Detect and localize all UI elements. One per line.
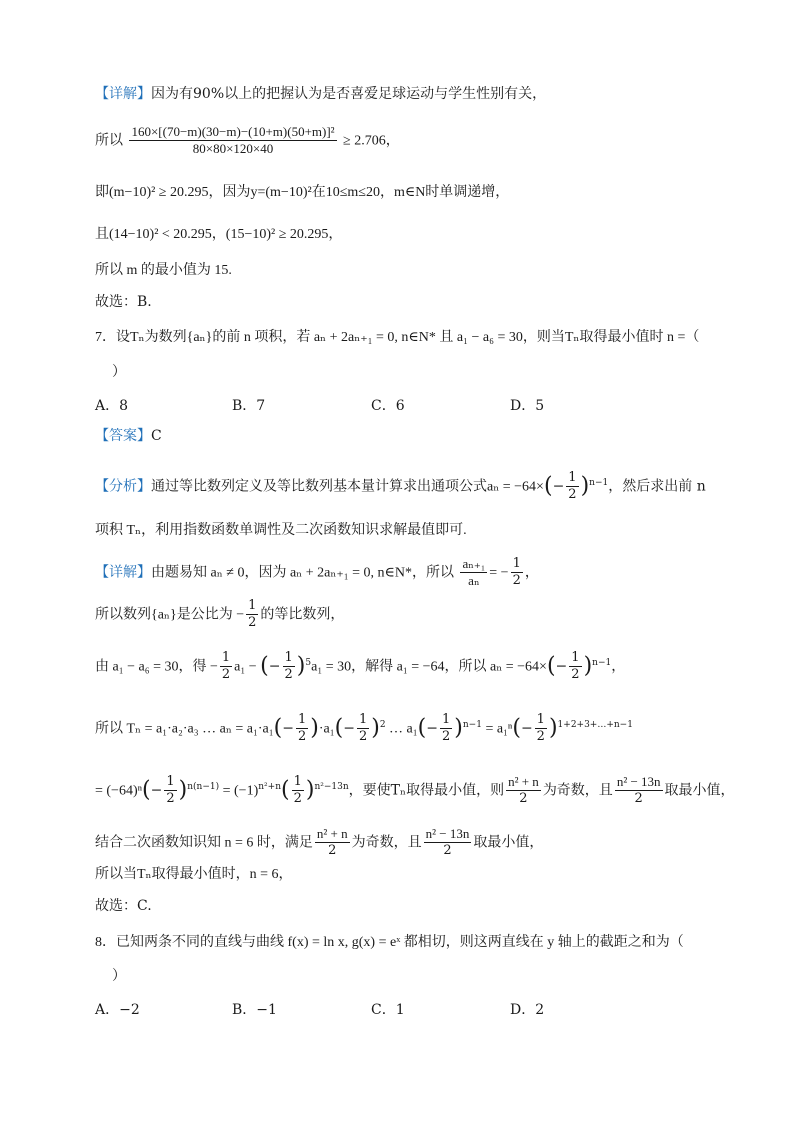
q6-detail-line: 【详解】因为有90%以上的把握认为是否喜爱足球运动与学生性别有关， <box>95 86 547 102</box>
q6-check-line: 且(14−10)² < 20.295，(15−10)² ≥ 20.295， <box>95 227 343 242</box>
answer-tag: 【答案】 <box>95 428 151 444</box>
detail-tag: 【详解】 <box>95 86 151 102</box>
q7-paren-close: ） <box>112 364 126 380</box>
q8-paren-close: ） <box>112 968 126 984</box>
q8-option-c: C．1 <box>371 1002 405 1018</box>
q7-detail-line-7: 所以当Tₙ取得最小值时，n = 6， <box>95 867 293 882</box>
q8-option-b: B．−1 <box>232 1002 277 1018</box>
q8-stem: 8．已知两条不同的直线与曲线 f(x) = ln x, g(x) = eˣ 都相切，则这两直线在 y 轴上的截距之和为（ <box>95 935 684 950</box>
chi-square-fraction: $\frac{\text{160×[(70−m)(30−m)−(10+m)(50+m)]²}}{80\times 80\times 120\times 40}$ <box>131 124 335 156</box>
q7-detail-line-3: 由 a₁ − a₆ = 30，得 − $\frac{1}{2}$ a₁ − (− $\frac{1}{2}$ )$^5$a₁ = 30，解得 a₁ = −64，所以 aₙ = −64×(− $\frac{1}{2}$ )$^{n-1}$， <box>95 650 626 682</box>
q7-analysis-line: 【分析】通过等比数列定义及等比数列基本量计算求出通项公式aₙ = −64×(− $\frac{1}{2}$ )$^{n-1}$，然后求出前 n <box>95 470 706 502</box>
q7-detail-line-1: 【详解】由题易知 aₙ ≠ 0，因为 aₙ + 2aₙ₊₁ = 0, n∈N*，所以 $\frac{\text{aₙ₊₁}}{\text{aₙ}}$ = − $\frac{1}{2}$ ， <box>95 556 539 588</box>
q7-detail-line-6: 结合二次函数知识知 n = 6 时，满足 $\frac{\text{n² + n}}{2}$ 为奇数，且 $\frac{\text{n² − 13n}}{2}$ 取最小值， <box>95 826 544 858</box>
q6-choice-line: 故选：B. <box>95 294 152 310</box>
q7-detail-line-2: 所以数列{aₙ}是公比为 − $\frac{1}{2}$ 的等比数列， <box>95 598 345 630</box>
q6-inequality-line: 即(m−10)² ≥ 20.295，因为y=(m−10)²在10≤m≤20，m∈N时单调递增， <box>95 185 510 200</box>
q7-option-d: D．5 <box>510 398 545 414</box>
q7-detail-line-5: = (−64)ⁿ(− $\frac{1}{2}$ )$^{n(n-1)} = (-1)^{n^2+n}$( $\frac{1}{2}$ )$^{n^2-13n}$，要使Tₙ取得最小值，则 $\frac{\text{n² + n}}{2}$ 为奇数，且 $\frac{\text{n² − 13n}}{2}$ 取最小值， <box>95 774 735 806</box>
q7-answer-line <box>95 426 162 446</box>
q7-analysis-line-2: 项积 Tₙ，利用指数函数单调性及二次函数知识求解最值即可. <box>95 523 467 538</box>
q7-option-b: B．7 <box>232 398 266 414</box>
q8-option-d: D．2 <box>510 1002 545 1018</box>
q7-option-c: C．6 <box>371 398 405 414</box>
q7-choice-line: 故选：C. <box>95 898 152 914</box>
q7-detail-line-4: 所以 Tₙ = a₁·a₂·a₃ … aₙ = a₁·a₁(− $\frac{1}{2}$ )·a₁(− $\frac{1}{2}$ )$^2$ … a₁(− $\frac{1}{2}$ )$^{n-1}$ = a₁ⁿ(− $\frac{1}{2}$ )$^{1+2+3+\dots+n-1}$ <box>95 712 633 744</box>
q7-stem: 7．设Tₙ为数列{aₙ}的前 n 项积，若 aₙ + 2aₙ₊₁ = 0, n∈N* 且 a₁ − a₆ = 30，则当Tₙ取得最小值时 n =（ <box>95 330 700 345</box>
q7-answer: C <box>151 428 162 444</box>
q6-conclusion-line: 所以 m 的最小值为 15. <box>95 263 232 278</box>
analysis-tag: 【分析】 <box>95 478 151 495</box>
q7-option-a: A．8 <box>95 398 129 414</box>
q6-chi-square-line: 所以 $\frac{\text{160×[(70−m)(30−m)−(10+m)(50+m)]²}}{80\times 80\times 120\times 40}$ ≥ 2.706， <box>95 124 400 156</box>
q8-option-a: A．−2 <box>95 1002 140 1018</box>
